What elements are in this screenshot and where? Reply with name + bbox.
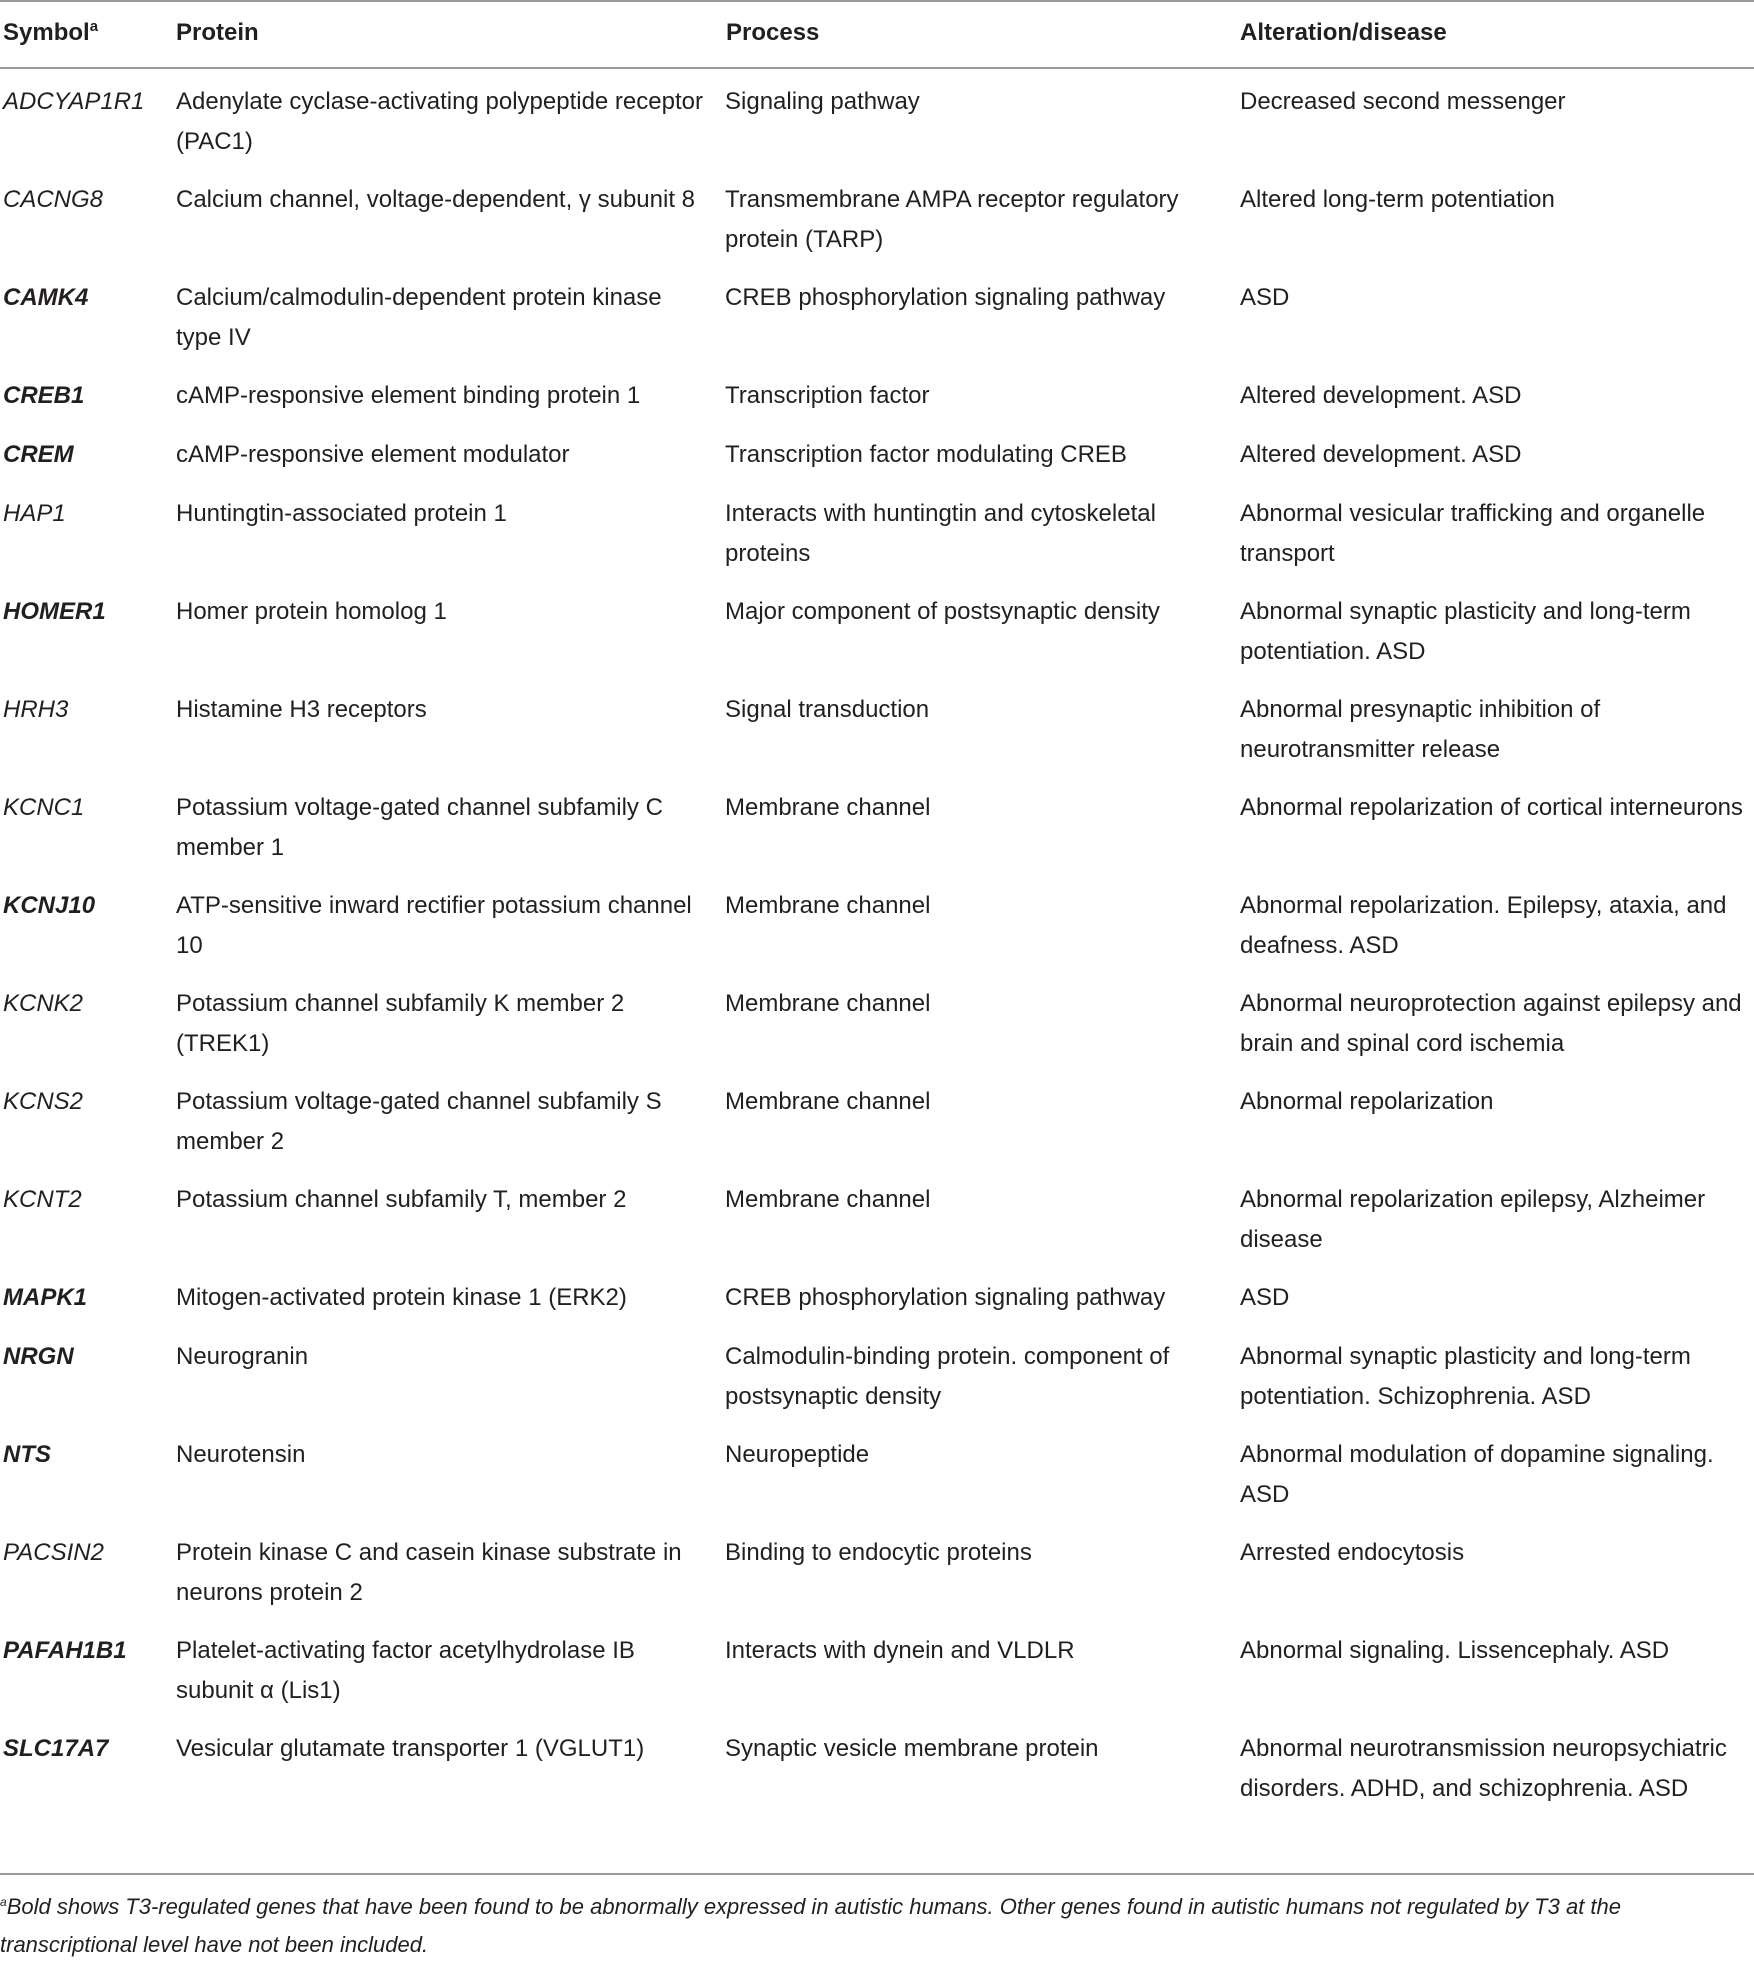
gene-symbol-cell: KCNK2	[3, 990, 84, 1017]
gene-symbol-cell: KCNS2	[3, 1088, 84, 1115]
gene-symbol-cell: KCNJ10	[3, 892, 96, 919]
protein-cell: Potassium voltage-gated channel subfamily C member 1	[176, 794, 663, 861]
alteration-cell: Altered development. ASD	[1240, 441, 1522, 468]
protein-cell: Calcium/calmodulin-dependent protein kinase type IV	[176, 284, 662, 351]
header-symbol-footnote-marker: a	[89, 18, 99, 35]
gene-symbol-cell: KCNC1	[3, 794, 85, 821]
process-cell: Membrane channel	[725, 1088, 931, 1115]
protein-cell: Homer protein homolog 1	[176, 598, 447, 625]
gene-symbol-cell: CACNG8	[3, 186, 104, 213]
protein-cell: Neurogranin	[176, 1343, 309, 1370]
alteration-cell: Abnormal repolarization	[1240, 1088, 1494, 1115]
bottom-rule	[0, 1873, 1754, 1875]
gene-symbol-cell: NRGN	[3, 1343, 74, 1370]
process-cell: Transcription factor modulating CREB	[725, 441, 1127, 468]
protein-cell: Neurotensin	[176, 1441, 306, 1468]
header-symbol	[3, 18, 98, 48]
footnote-marker: a	[0, 1895, 7, 1909]
alteration-cell: Altered development. ASD	[1240, 382, 1522, 409]
process-cell: Membrane channel	[725, 990, 931, 1017]
process-cell: Membrane channel	[725, 1186, 931, 1213]
process-cell: CREB phosphorylation signaling pathway	[725, 1284, 1166, 1311]
gene-symbol-cell: CAMK4	[3, 284, 89, 311]
process-cell: Transmembrane AMPA receptor regulatory protein (TARP)	[725, 186, 1179, 253]
process-cell: CREB phosphorylation signaling pathway	[725, 284, 1166, 311]
process-cell: Transcription factor	[725, 382, 930, 409]
alteration-cell: Abnormal neuroprotection against epilepsy and brain and spinal cord ischemia	[1240, 990, 1742, 1057]
process-cell: Signal transduction	[725, 696, 930, 723]
protein-cell: cAMP-responsive element binding protein 1	[176, 382, 641, 409]
gene-symbol-cell: CREB1	[3, 382, 85, 409]
alteration-cell: Abnormal synaptic plasticity and long-term potentiation. Schizophrenia. ASD	[1240, 1343, 1691, 1410]
header-process: Process	[726, 19, 820, 46]
alteration-cell: ASD	[1240, 284, 1290, 311]
alteration-cell: Altered long-term potentiation	[1240, 186, 1555, 213]
alteration-cell: Abnormal repolarization. Epilepsy, ataxia, and deafness. ASD	[1240, 892, 1727, 959]
protein-cell: Protein kinase C and casein kinase substrate in neurons protein 2	[176, 1539, 682, 1606]
gene-symbol-cell: MAPK1	[3, 1284, 88, 1311]
protein-cell: Histamine H3 receptors	[176, 696, 427, 723]
footnote-text: Bold shows T3-regulated genes that have been found to be abnormally expressed in autistic humans. Other genes found in autistic humans not regulated by T3 at the transcriptional level have not been included.	[0, 1894, 1622, 1957]
gene-symbol-cell: NTS	[3, 1441, 51, 1468]
process-cell: Synaptic vesicle membrane protein	[725, 1735, 1099, 1762]
alteration-cell: Abnormal vesicular trafficking and organelle transport	[1240, 500, 1706, 567]
gene-symbol-cell: ADCYAP1R1	[3, 88, 145, 115]
header-symbol-label: Symbol	[3, 19, 90, 46]
protein-cell: Potassium channel subfamily K member 2 (TREK1)	[176, 990, 625, 1057]
protein-cell: Potassium channel subfamily T, member 2	[176, 1186, 627, 1213]
process-cell: Binding to endocytic proteins	[725, 1539, 1032, 1566]
protein-cell: Huntingtin-associated protein 1	[176, 500, 507, 527]
gene-symbol-cell: PACSIN2	[3, 1539, 104, 1566]
gene-symbol-cell: KCNT2	[3, 1186, 82, 1213]
process-cell: Membrane channel	[725, 794, 931, 821]
gene-symbol-cell: SLC17A7	[3, 1735, 109, 1762]
protein-cell: Potassium voltage-gated channel subfamily S member 2	[176, 1088, 662, 1155]
alteration-cell: Abnormal synaptic plasticity and long-term potentiation. ASD	[1240, 598, 1691, 665]
gene-symbol-cell: HAP1	[3, 500, 66, 527]
protein-cell: Calcium channel, voltage-dependent, γ subunit 8	[176, 186, 695, 213]
alteration-cell: Abnormal modulation of dopamine signaling. ASD	[1240, 1441, 1714, 1508]
gene-symbol-cell: HOMER1	[3, 598, 106, 625]
header-alteration: Alteration/disease	[1240, 19, 1447, 46]
protein-cell: ATP-sensitive inward rectifier potassium channel 10	[176, 892, 692, 959]
alteration-cell: Arrested endocytosis	[1240, 1539, 1465, 1566]
alteration-cell: Abnormal neurotransmission neuropsychiatric disorders. ADHD, and schizophrenia. ASD	[1240, 1735, 1727, 1802]
alteration-cell: Abnormal presynaptic inhibition of neurotransmitter release	[1240, 696, 1601, 763]
process-cell: Signaling pathway	[725, 88, 920, 115]
header-rule	[0, 67, 1754, 69]
process-cell: Interacts with huntingtin and cytoskeletal proteins	[725, 500, 1156, 567]
table-header	[0, 0, 1754, 68]
process-cell: Neuropeptide	[725, 1441, 870, 1468]
header-protein: Protein	[176, 19, 259, 46]
alteration-cell: Abnormal repolarization epilepsy, Alzheimer disease	[1240, 1186, 1706, 1253]
protein-cell: Vesicular glutamate transporter 1 (VGLUT1)	[176, 1735, 645, 1762]
gene-symbol-cell: HRH3	[3, 696, 69, 723]
gene-symbol-cell: CREM	[3, 441, 74, 468]
process-cell: Calmodulin-binding protein. component of postsynaptic density	[725, 1343, 1170, 1410]
alteration-cell: Abnormal signaling. Lissencephaly. ASD	[1240, 1637, 1670, 1664]
process-cell: Membrane channel	[725, 892, 931, 919]
alteration-cell: Decreased second messenger	[1240, 88, 1566, 115]
process-cell: Major component of postsynaptic density	[725, 598, 1160, 625]
protein-cell: Mitogen-activated protein kinase 1 (ERK2)	[176, 1284, 627, 1311]
protein-cell: cAMP-responsive element modulator	[176, 441, 570, 468]
process-cell: Interacts with dynein and VLDLR	[725, 1637, 1075, 1664]
alteration-cell: Abnormal repolarization of cortical interneurons	[1240, 794, 1743, 821]
table-footnote	[0, 1888, 1754, 1964]
protein-cell: Platelet-activating factor acetylhydrolase IB subunit α (Lis1)	[176, 1637, 635, 1704]
alteration-cell: ASD	[1240, 1284, 1290, 1311]
gene-symbol-cell: PAFAH1B1	[3, 1637, 127, 1664]
protein-cell: Adenylate cyclase-activating polypeptide receptor (PAC1)	[176, 88, 703, 155]
